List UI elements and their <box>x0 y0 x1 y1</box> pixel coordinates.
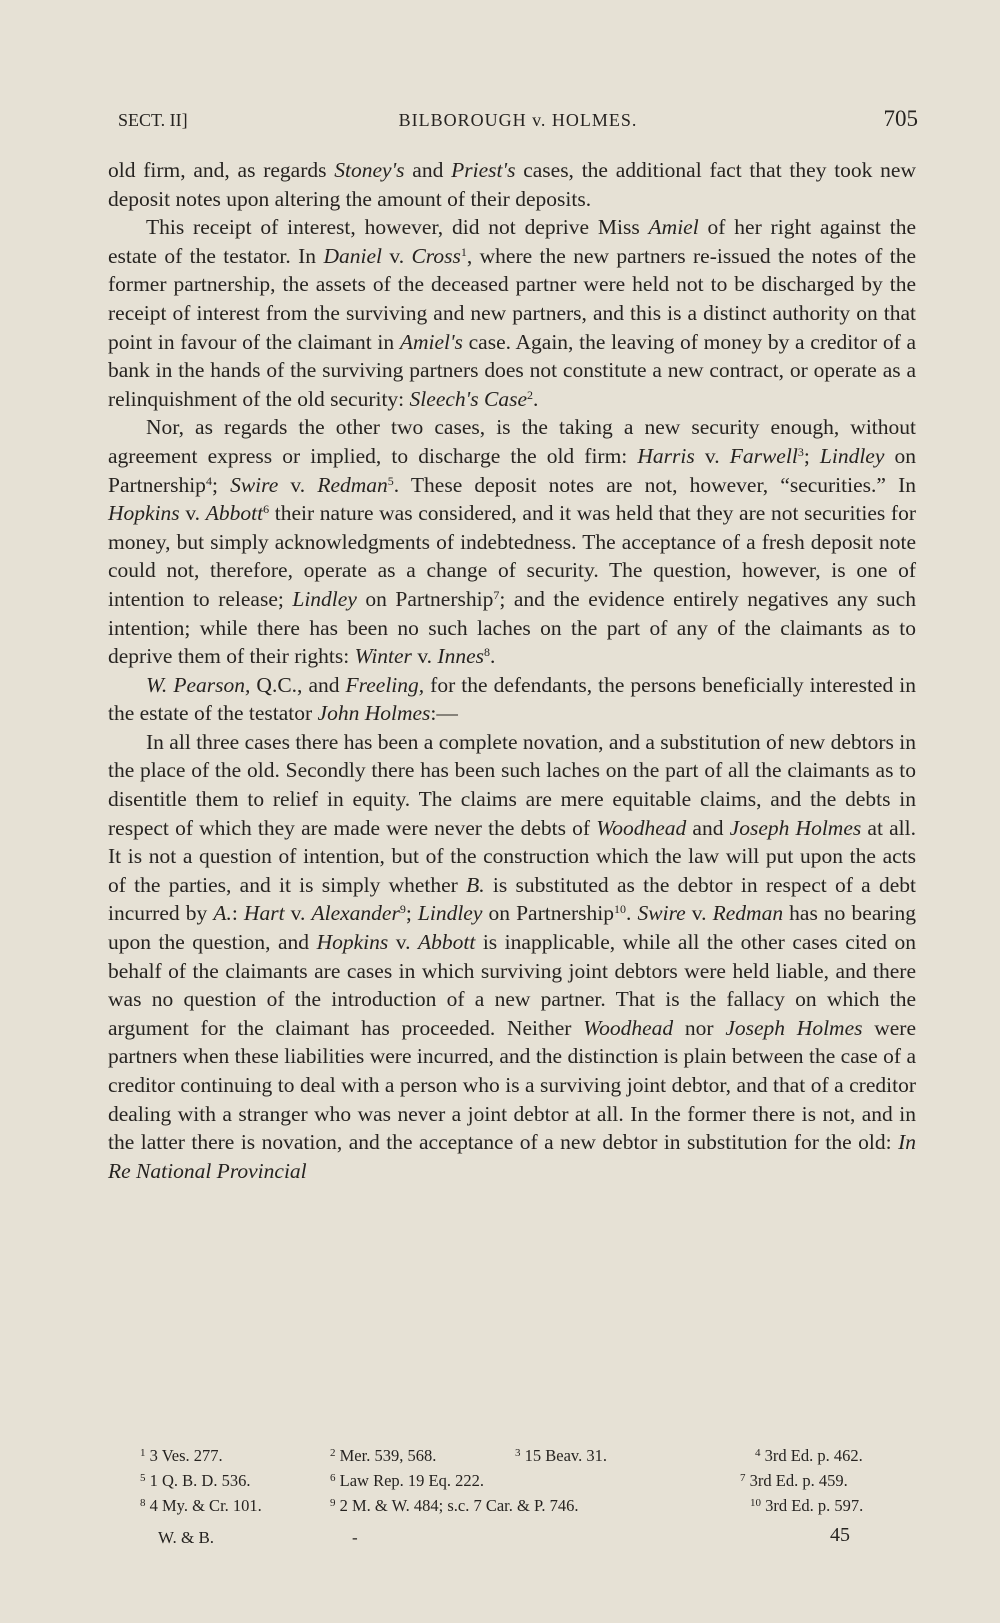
italic-text: Lindley <box>292 586 357 611</box>
footnote: $^3$ 15 Beav. 31. <box>515 1446 607 1465</box>
text-run: is inapplicable, while all the other cases cited on behalf of the claimants are cases in which surviving joint debtors were held liable, and there was no question of the introduction of a new partner. That is the fallacy on which the argument for the claimant has proceeded. Neither <box>108 930 916 1040</box>
text-run: v. <box>381 243 412 268</box>
footnote-ref: 9 <box>399 902 406 917</box>
text-run: v. <box>284 901 312 926</box>
text-run: ; and the evidence entirely negatives any such intention; while there has been no such laches on the part of any of the claimants as to deprive them of their rights: <box>108 586 916 669</box>
text-run: v. <box>278 472 318 497</box>
text-run: is substituted as the debtor in respect of a debt incurred by <box>108 872 916 926</box>
text-run: . <box>490 644 496 669</box>
paragraph <box>108 413 916 670</box>
footnote-row <box>140 1468 920 1493</box>
text-run: cases, the additional fact that they took new deposit notes upon altering the amount of their deposits. <box>108 158 917 211</box>
text-run: has no bearing upon the question, and <box>108 901 916 955</box>
footnote-row <box>140 1493 920 1518</box>
text-run: This receipt of interest, however, did not deprive Miss <box>146 215 649 240</box>
italic-text: Swire <box>230 472 279 497</box>
text-run: old firm, and, as regards <box>108 158 335 182</box>
italic-text: Woodhead <box>596 815 687 840</box>
section-label: SECT. II] <box>118 110 188 130</box>
footnote-ref: 6 <box>263 502 270 517</box>
text-run: v. <box>179 501 206 526</box>
text-run: at all. It is not a question of intention, but of the construction which the law will put upon the acts of the parties, and it is simply whether <box>108 815 916 897</box>
italic-text: Stoney's <box>334 158 405 182</box>
italic-text: Abbott <box>417 930 476 955</box>
footnote-ref: 5 <box>387 473 394 488</box>
footnotes <box>140 1443 920 1518</box>
text-run: v. <box>685 901 713 926</box>
text-run: : <box>231 901 244 926</box>
footnote: $^1$ 3 Ves. 277. <box>140 1446 223 1465</box>
footnote: $^2$ Mer. 539, 568. <box>330 1446 437 1465</box>
text-run: , where the new partners re-issued the notes of the former partnership, the assets of the deceased partner were held not to be discharged by the receipt of interest from the surviving and new partners, and this is a distinct authority on that point in favour of the claimant in <box>108 243 917 354</box>
page-number: 705 <box>883 106 918 131</box>
paragraph <box>108 728 916 1186</box>
italic-text: Farwell <box>729 443 798 468</box>
italic-text: Hart <box>243 901 285 926</box>
text-run: on Partnership <box>482 901 615 926</box>
italic-text: John Holmes <box>317 701 431 726</box>
italic-text: Cross <box>411 243 461 268</box>
text-run: . <box>626 901 638 926</box>
text-run: v. <box>388 930 418 955</box>
footnote-ref: 3 <box>797 444 804 459</box>
footnote: $^7$ 3rd Ed. p. 459. <box>740 1471 848 1490</box>
text-run: ; <box>803 443 820 468</box>
text-run: . These deposit notes are not, however, “securities.” In <box>393 472 916 497</box>
text-run: on Partnership <box>356 586 494 611</box>
text-run: for the defendants, the persons beneficially interested in the estate of the testator <box>108 672 916 726</box>
paragraph <box>108 213 916 413</box>
footnote: $^6$ Law Rep. 19 Eq. 222. <box>330 1471 484 1490</box>
text-run: v. <box>411 644 438 669</box>
footnote-ref: 8 <box>484 645 490 660</box>
text-run: their nature was considered, and it was held that they are not securities for money, but simply acknowledgments of indebtedness. The acceptance of a fresh deposit note could not, therefore, operate as a change of security. The question, however, is one of intention to release; <box>108 501 916 611</box>
text-run: of her right against the estate of the testator. In <box>108 215 916 268</box>
italic-text: Priest's <box>451 158 516 182</box>
italic-text: Joseph Holmes <box>729 815 862 840</box>
text-run: and <box>686 815 730 840</box>
footnote-ref: 4 <box>205 473 212 488</box>
italic-text: Lindley <box>417 901 483 926</box>
italic-text: Sleech's Case <box>409 386 527 411</box>
footnote-ref: 2 <box>527 387 533 402</box>
footnote: $^4$ 3rd Ed. p. 462. <box>755 1446 863 1465</box>
footnote-ref: 10 <box>614 902 627 917</box>
text-run: . <box>533 386 539 411</box>
italic-text: W. Pearson, <box>146 672 251 697</box>
text-run: In all three cases there has been a complete novation, and a substitution of new debtors in the place of the old. Secondly there has been such laches on the part of all the claimants as to disentitle them to relief in equity. The claims are mere equitable claims, and the debts in respect of which they are made were never the debts of <box>108 729 916 840</box>
footnote-ref: 7 <box>493 587 500 602</box>
text-run: and <box>404 158 452 182</box>
italic-text: Harris <box>637 443 695 468</box>
running-title: BILBOROUGH v. HOLMES. <box>398 110 638 130</box>
text-run: were partners when these liabilities were incurred, and the distinction is plain between the case of a creditor continuing to deal with a person who is a surviving joint debtor, and that of a creditor dealing with a stranger who was never a joint debtor at all. In the former there is not, and in the latter there is novation, and the acceptance of a new debtor in substitution for the old: <box>108 1015 916 1155</box>
text-run: ; <box>405 901 418 926</box>
text-run: ; <box>211 472 231 497</box>
italic-text: Amiel's <box>399 329 463 354</box>
paragraph <box>108 156 916 213</box>
italic-text: Hopkins <box>316 930 389 955</box>
italic-text: Daniel <box>323 243 382 268</box>
italic-text: Redman <box>317 472 388 497</box>
footnote: $^5$ 1 Q. B. D. 536. <box>140 1471 251 1490</box>
italic-text: Woodhead <box>583 1015 674 1040</box>
footnote: $^8$ 4 My. & Cr. 101. <box>140 1496 262 1515</box>
italic-text: Abbott <box>205 501 264 526</box>
italic-text: Hopkins <box>108 501 180 526</box>
italic-text: Lindley <box>819 443 885 468</box>
text-run: Nor, as regards the other two cases, is the taking a new security enough, without agreement express or implied, to discharge the old firm: <box>108 415 916 468</box>
signature-dash: - <box>352 1528 358 1547</box>
footnote: $^{10}$ 3rd Ed. p. 597. <box>750 1496 864 1515</box>
text-run: case. Again, the leaving of money by a creditor of a bank in the hands of the surviving partners does not constitute a new contract, or operate as a relinquishment of the old security: <box>108 329 916 411</box>
text-run: v. <box>694 443 730 468</box>
footnote-ref: 1 <box>460 244 467 259</box>
italic-text: Redman <box>712 901 784 926</box>
running-header <box>118 106 918 142</box>
paragraph <box>108 671 916 728</box>
footnote-row <box>140 1443 920 1468</box>
italic-text: Swire <box>637 901 686 926</box>
text-run: :— <box>430 701 458 726</box>
text-run: on Partnership <box>108 443 917 497</box>
italic-text: Winter <box>354 644 412 669</box>
signature-number: 45 <box>830 1524 850 1546</box>
signature-mark: W. & B. <box>158 1528 215 1547</box>
italic-text: In Re National Provincial <box>108 1130 916 1183</box>
italic-text: Freeling, <box>345 672 425 697</box>
footnote: $^9$ 2 M. & W. 484; s.c. 7 Car. & P. 746. <box>330 1496 579 1515</box>
text-run: nor <box>673 1015 726 1040</box>
italic-text: A. <box>213 901 232 926</box>
italic-text: Alexander <box>311 901 400 926</box>
italic-text: Innes <box>437 644 484 669</box>
body-text <box>108 156 916 1185</box>
italic-text: B. <box>466 872 485 897</box>
italic-text: Joseph Holmes <box>725 1015 863 1040</box>
italic-text: Amiel <box>648 215 699 240</box>
text-run: Q.C., and <box>250 672 346 697</box>
